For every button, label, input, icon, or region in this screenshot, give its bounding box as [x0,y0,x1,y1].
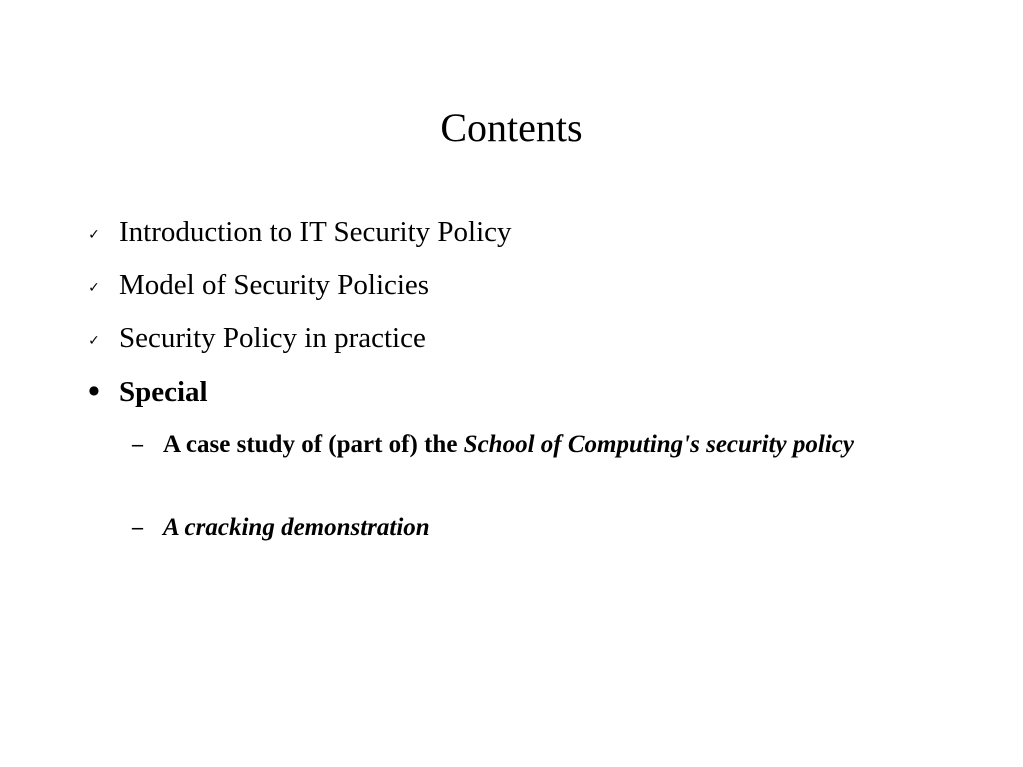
list-item-text: Model of Security Policies [119,269,430,301]
checkmark-icon: ✓ [88,227,100,243]
sub-list-item-text [163,511,953,545]
list-item-text: Special [119,376,208,408]
slide-title: Contents [440,105,583,150]
dash-icon: – [132,514,143,539]
sub-item-italic-text: A cracking demonstration [163,514,430,541]
list-item-text: Introduction to IT Security Policy [119,216,512,248]
sub-item-bold-text: A case study of (part of) the [163,431,464,458]
sub-list-item-text [163,428,953,462]
dash-icon: – [132,431,143,456]
bullet-dot-icon: ● [88,383,100,397]
list-item-text: Security Policy in practice [119,322,426,354]
checkmark-icon: ✓ [88,280,100,296]
checkmark-icon: ✓ [88,333,100,349]
sub-item-italic-text: School of Computing's security policy [463,431,854,458]
